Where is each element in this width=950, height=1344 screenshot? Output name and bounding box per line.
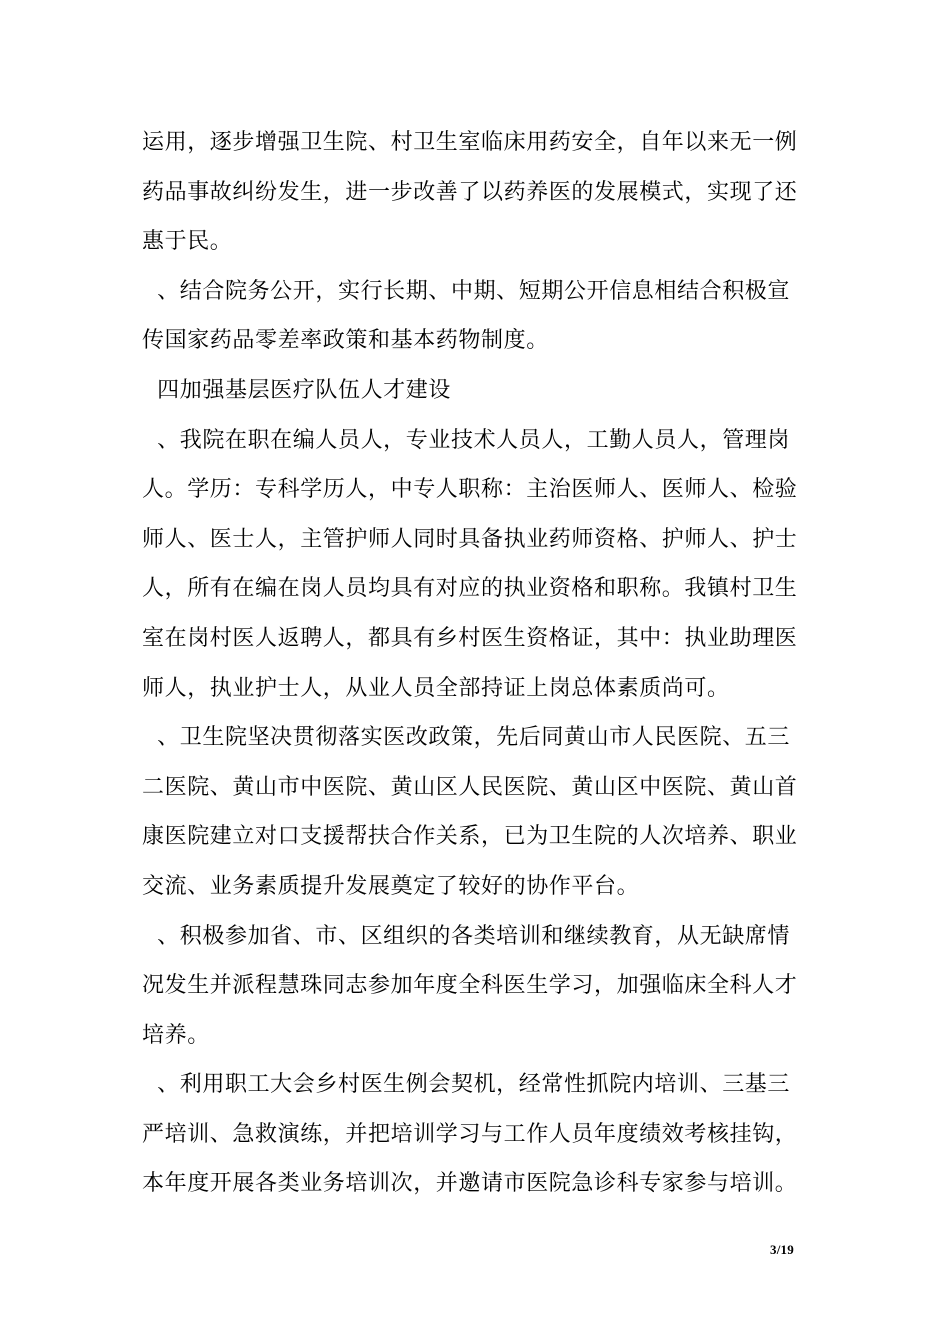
- body-text: [142, 118, 812, 1209]
- text-line: 人。学历：专科学历人，中专人职称：主治医师人、医师人、检验: [142, 477, 798, 503]
- text-line: 师人，执业护士人，从业人员全部持证上岗总体素质尚可。: [142, 675, 730, 701]
- text-line: 交流、业务素质提升发展奠定了较好的协作平台。: [142, 873, 640, 899]
- text-line: 培养。: [142, 1022, 210, 1048]
- section-heading: 四加强基层医疗队伍人才建设: [142, 377, 451, 403]
- text-line: 严培训、急救演练，并把培训学习与工作人员年度绩效考核挂钩，: [142, 1121, 798, 1147]
- text-line: 、我院在职在编人员人，专业技术人员人，工勤人员人，管理岗: [142, 427, 790, 453]
- text-line: 传国家药品零差率政策和基本药物制度。: [142, 328, 549, 354]
- text-line: 、利用职工大会乡村医生例会契机，经常性抓院内培训、三基三: [142, 1072, 790, 1098]
- text-line: 药品事故纠纷发生，进一步改善了以药养医的发展模式，实现了还: [142, 179, 798, 205]
- text-line: 室在岗村医人返聘人，都具有乡村医生资格证，其中：执业助理医: [142, 625, 798, 651]
- text-line: 运用，逐步增强卫生院、村卫生室临床用药安全，自年以来无一例: [142, 130, 798, 155]
- text-line: 况发生并派程慧珠同志参加年度全科医生学习，加强临床全科人才: [142, 973, 798, 999]
- page-number: 3/19: [770, 1242, 794, 1257]
- text-line: 本年度开展各类业务培训次，并邀请市医院急诊科专家参与培训。: [142, 1171, 798, 1197]
- text-line: 、结合院务公开，实行长期、中期、短期公开信息相结合积极宣: [142, 278, 790, 304]
- text-line: 、卫生院坚决贯彻落实医改政策，先后同黄山市人民医院、五三: [142, 725, 790, 751]
- text-line: 康医院建立对口支援帮扶合作关系，已为卫生院的人次培养、职业: [142, 824, 798, 850]
- text-line: 师人、医士人，主管护师人同时具备执业药师资格、护师人、护士: [142, 526, 798, 552]
- text-line: 人，所有在编在岗人员均具有对应的执业资格和职称。我镇村卫生: [142, 576, 798, 602]
- text-line: 、积极参加省、市、区组织的各类培训和继续教育，从无缺席情: [142, 923, 790, 949]
- text-line: 二医院、黄山市中医院、黄山区人民医院、黄山区中医院、黄山首: [142, 774, 798, 800]
- text-line: 惠于民。: [142, 229, 233, 255]
